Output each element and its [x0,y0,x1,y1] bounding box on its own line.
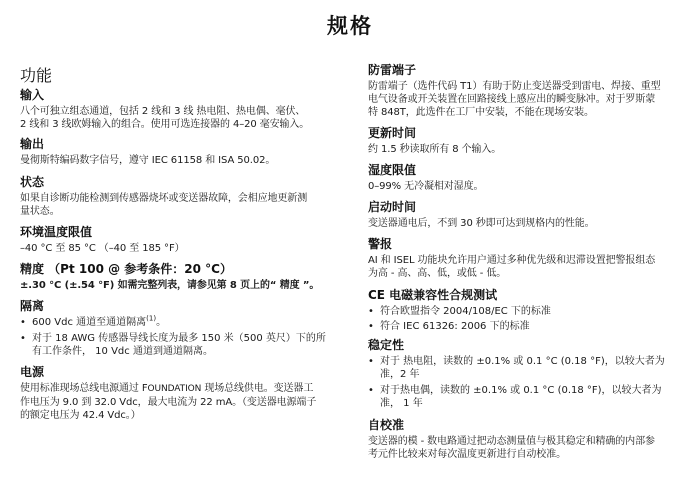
power-heading: 电源 [20,365,45,379]
isolation-heading: 隔离 [20,299,45,313]
surge-heading: 防雷端子 [368,63,417,77]
stability-heading: 稳定性 [368,338,405,352]
self-calibration-heading: 自校准 [368,418,405,432]
stability-spec [368,338,682,410]
alarms-text-line: 为高 - 高、高、低，或低 - 低。 [368,268,507,279]
humidity-heading: 湿度限值 [368,163,417,177]
stability-bullet-rtd [368,355,682,381]
footnote-ref: (1) [146,314,157,323]
isolation-bullet [20,332,353,358]
output-spec [20,137,353,167]
status-spec [20,175,353,218]
stability-bullet-tc [368,384,682,410]
bullet-marker: • [368,385,374,396]
power-text-line: 的额定电压为 42.4 Vdc。） [20,410,141,421]
ce-bullet [368,305,682,318]
alarms-spec [368,237,682,280]
surge-text-line: 电气设备或开关装置在回路接线上感应出的瞬变脉冲。对于罗斯蒙 [368,94,656,105]
status-text-line: 量状态。 [20,206,60,217]
output-text-line: 曼彻斯特编码数字信号，遵守 IEC 61158 和 ISA 50.02。 [20,155,276,166]
surge-text-line: 防雷端子（选件代码 T1）有助于防止变送器受到雷电、焊接、重型 [368,81,661,92]
accuracy-spec [20,262,353,292]
surge-spec [368,63,682,119]
isolation-spec [20,299,353,358]
surge-text-line: 特 848T，此选件在工厂中安装，不能在现场安装。 [368,107,594,118]
stability-tc-line: 准， 1 年 [380,398,423,409]
foundation-smallcaps: OUNDATION [147,384,202,394]
power-text-line [20,382,353,396]
self-calibration-text-line: 考元件比较来对每次温度更新进行自动校准。 [368,449,566,460]
power-text-post: 现场总线供电。变送器工 [201,383,314,394]
ce-bullet [368,320,682,333]
bullet-marker: • [368,356,374,367]
update-time-text: 约 1.5 秒读取所有 8 个输入。 [368,144,502,155]
stability-rtd-line: 准，2 年 [380,369,420,380]
ce-bullet-text: 符合 IEC 61326: 2006 下的标准 [380,321,530,332]
status-heading: 状态 [20,175,45,189]
bullet-marker: • [20,317,26,328]
isolation-bullet-line: 有工作条件， 10 Vdc 通道到通道隔离。 [32,346,213,357]
section-title: 功能 [20,66,53,85]
stability-rtd-line: 对于 热电阻，读数的 ±0.1% 或 0.1 °C (0.18 °F)，以较大者为 [380,356,665,367]
page-title: 规格 [327,14,373,38]
input-text-line: 八个可独立组态通道，包括 2 线和 3 线 热电阻、热电偶、毫伏、 [20,106,306,117]
bullet-marker: • [368,306,374,317]
accuracy-text: ±.30 °C (±.54 °F) 如需完整列表，请参见第 8 页上的“ 精度 ”。 [20,280,320,291]
input-text-line: 2 线和 3 线欧姆输入的组合。使用可选连接器的 4–20 毫安输入。 [20,119,310,130]
alarms-heading: 警报 [368,237,393,251]
turnon-time-heading: 启动时间 [368,200,417,214]
status-text-line: 如果自诊断功能检测到传感器烧坏或变送器故障，会相应地更新测 [20,193,308,204]
turnon-time-text: 变送器通电后，不到 30 秒即可达到规格内的性能。 [368,218,595,229]
bullet-marker: • [368,321,374,332]
update-time-heading: 更新时间 [368,126,417,140]
power-spec [20,365,353,422]
update-time-spec [368,126,682,156]
ce-compliance-heading: CE 电磁兼容性合规测试 [368,288,498,302]
self-calibration-spec [368,418,682,461]
isolation-bullet-text: 600 Vdc 通道至通道隔离 [32,317,147,328]
alarms-text-line: AI 和 ISEL 功能块允许用户通过多种优先级和迟滞设置把警报组态 [368,255,656,266]
humidity-spec [368,163,682,193]
isolation-bullet-end: 。 [156,317,167,328]
ce-compliance-spec [368,288,682,333]
isolation-bullet-line: 对于 18 AWG 传感器导线长度为最多 150 米（500 英尺）下的所 [32,333,326,344]
power-text-pre: 使用标准现场总线电源通过 F [20,383,148,394]
accuracy-heading: 精度 （Pt 100 @ 参考条件：20 °C） [20,262,232,276]
power-text-line: 作电压为 9.0 到 32.0 Vdc，最大电流为 22 mA。（变送器电源端子 [20,397,317,408]
ce-bullet-text: 符合欧盟指令 2004/108/EC 下的标准 [380,306,551,317]
bullet-marker: • [20,333,26,344]
input-heading: 输入 [20,88,45,102]
ambient-temp-text: –40 °C 至 85 °C （–40 至 185 °F） [20,243,185,254]
isolation-bullet [20,316,353,329]
humidity-text: 0–99% 无冷凝相对湿度。 [368,181,484,192]
input-spec [20,88,353,131]
ambient-temp-heading: 环境温度限值 [20,225,93,239]
ambient-temp-spec [20,225,353,255]
stability-tc-line: 对于热电偶，读数的 ±0.1% 或 0.1 °C (0.18 °F)，以较大者为 [380,385,662,396]
output-heading: 输出 [20,137,45,151]
self-calibration-text-line: 变送器的模 - 数电路通过把动态测量值与极其稳定和精确的内部参 [368,436,655,447]
turnon-time-spec [368,200,682,230]
